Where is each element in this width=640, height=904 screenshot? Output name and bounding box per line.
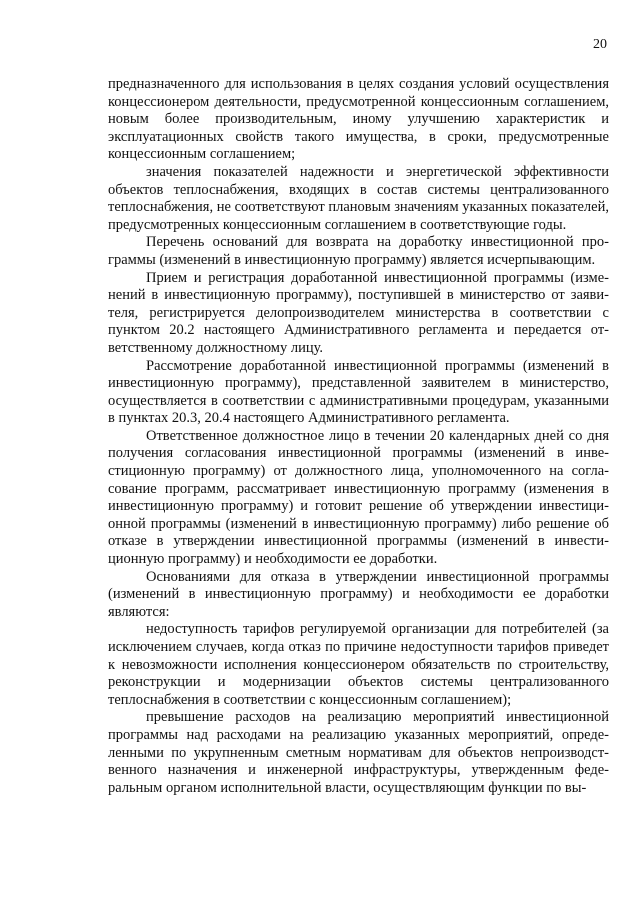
paragraph-cost-excess: превышение расходов на реализацию мероприятий инвестиционной программы над расходами на реализацию указанных мероприятий, определенными по укрупненным сметным нормативам для объектов непроизводственного назначения и инженерной инфраструктуры, утвержденным федеральным органом исполнительной власти, осуществляющим функции по вы- xyxy=(108,709,609,796)
paragraph-responsible-official: Ответственное должностное лицо в течении 20 календарных дней со дня получения согласования инвестиционной программы (изменений в инвестиционную программу) от должностного лица, уполномоченного на согласование программ, рассматривает инвестиционную программу (изменения в инвестиционную программу) и готовит решение об утверждении инвестиционной программы (изменений в инвестиционную программу) либо решение об отказе в утверждении инвестиционной программы (изменений в инвестиционную программу) и необходимости ее доработки. xyxy=(108,427,609,568)
paragraph-return-grounds: Перечень оснований для возврата на доработку инвестиционной программы (изменений в инвестиционную программу) является исчерпывающим. xyxy=(108,234,609,268)
document-body xyxy=(108,76,609,797)
paragraph-review: Рассмотрение доработанной инвестиционной программы (изменений в инвестиционную программу), представленной заявителем в министерство, осуществляется в соответствии с административными процедурам, указанными в пунктах 20.3, 20.4 настоящего Административного регламента. xyxy=(108,357,609,427)
paragraph-tariff-unavailability: недоступность тарифов регулируемой организации для потребителей (за исключением случаев, когда отказ по причине недоступности тарифов приведет к невозможности исполнения концессионером обязательств по строительству, реконструкции и модернизации объектов системы централизованного теплоснабжения в соответствии с концессионным соглашением); xyxy=(108,621,609,708)
paragraph-continuation: предназначенного для использования в целях создания условий осуществления концессионером деятельности, предусмотренной концессионным соглашением, новым более производительным, иному улучшению характеристик и эксплуатационных свойств такого имущества, в сроки, предусмотренные концессионным соглашением; xyxy=(108,76,609,163)
paragraph-reliability-indicators: значения показателей надежности и энергетической эффективности объектов теплоснабжения, входящих в состав системы централизованного теплоснабжения, не соответствуют плановым значениям указанных показателей, предусмотренных концессионным соглашением в соответствующие годы. xyxy=(108,163,609,233)
paragraph-refusal-grounds: Основаниями для отказа в утверждении инвестиционной программы (изменений в инвестиционную программу) и необходимости ее доработки являются: xyxy=(108,568,609,620)
paragraph-reception-registration: Прием и регистрация доработанной инвестиционной программы (изменений в инвестиционную программу), поступившей в министерство от заявителя, регистрируется делопроизводителем министерства в соответствии с пунктом 20.2 настоящего Административного регламента и передается ответственному должностному лицу. xyxy=(108,269,609,356)
page-number: 20 xyxy=(593,37,607,52)
